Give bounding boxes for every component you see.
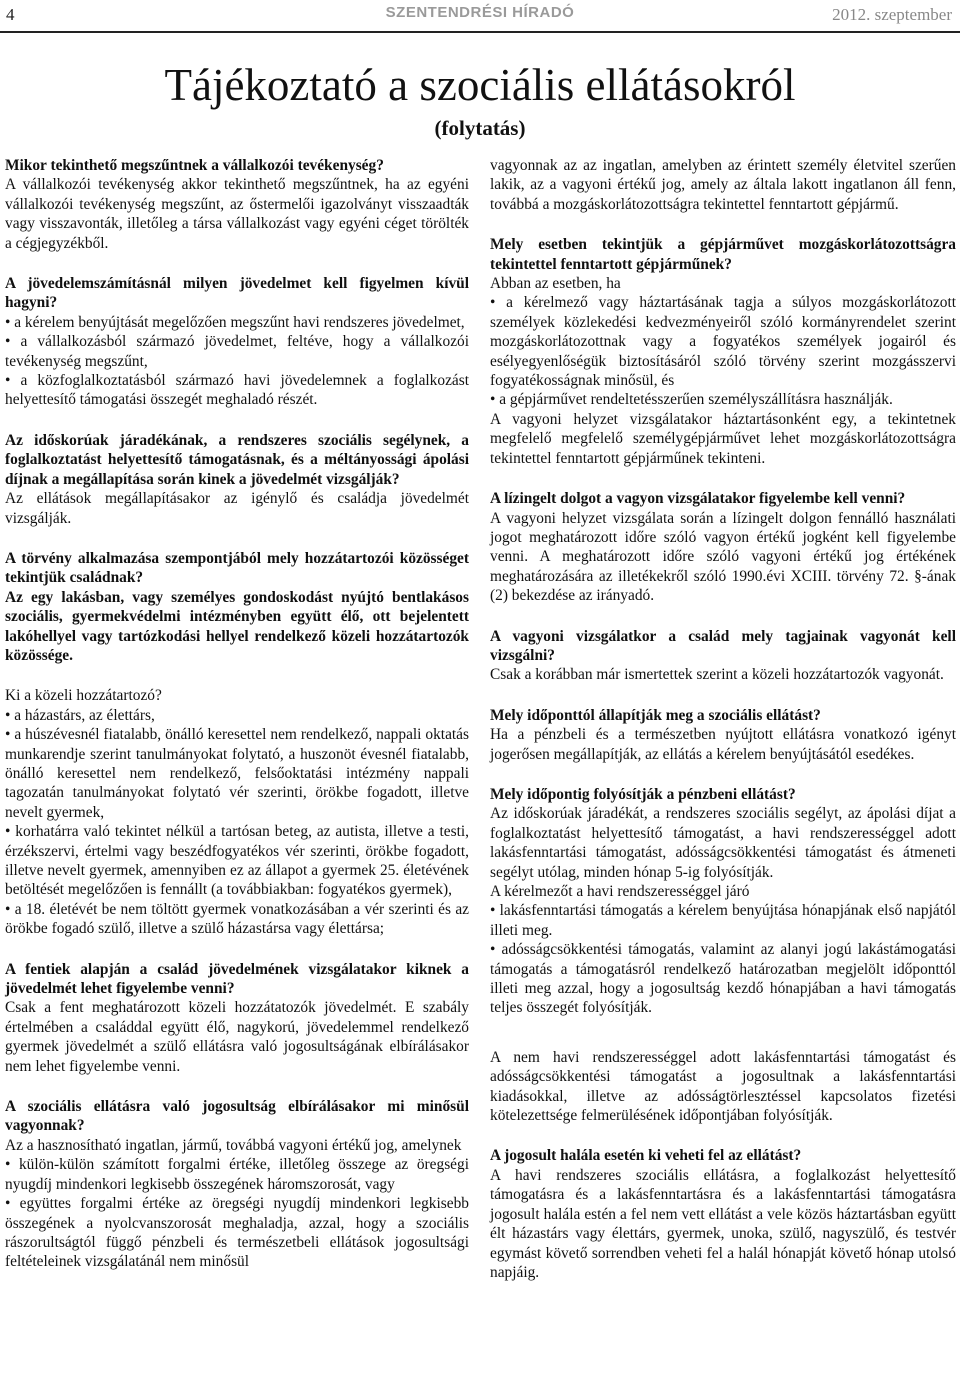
body-paragraph: • a 18. életévét be nem töltött gyermek vonatkozásában a vér szerinti és az örökbe fogadó szülő, illetve a szülő házastársa vagy élettársa; — [5, 900, 469, 938]
body-paragraph: • a kérelmező vagy háztartásának tagja a súlyos mozgáskorlátozott személyek közlekedési kedvezményeiről szóló kormányrendelet szerint mozgáskorlátozottnak vagy a fogyatékos személyek jogairól és esélyegyenlőségük biztosításáról szóló törvény szerint mozgásszervi fogyatékosságnak minősül, és — [490, 294, 956, 390]
masthead: SZENTENDRÉSI HÍRADÓ — [385, 4, 575, 21]
body-paragraph: A nem havi rendszerességgel adott lakásfenntartási támogatást és adósságcsökkentési támogatást a jogosultnak a lakásfenntartási kiadásokkal, illetve az adósságtörlesztéssel kapcsolatos fizetési kötelezettsége felmerülésének időpontjában folyósítják. — [490, 1048, 956, 1125]
page-number: 4 — [6, 5, 15, 24]
body-paragraph: Az ellátások megállapításakor az igénylő és családja jövedelmét vizsgálják. — [5, 490, 469, 527]
body-paragraph: • a húszévesnél fiatalabb, önálló keresettel nem rendelkező, nappali oktatás munkarendje szerint tanulmányokat folytató, a huszonöt évesnél fiatalabb, önálló keresettel nem rendelkező, felsőoktatási intézmény nappali tagozatán tanulmányokat folytató vér szerinti, örökbe fogadott, illetve nevelt gyermek, — [5, 726, 469, 821]
body-paragraph: A vállalkozói tevékenység akkor tekinthető megszűntnek, ha az egyéni vállalkozói tevékenység megszűnt, az őstermelői igazolványt visszaadták vagy visszavonták, illetőleg a társa vállalkozást vagy egyéni céget törölték a cégjegyzékből. — [5, 176, 469, 252]
body-paragraph: • a közfoglalkoztatásból származó havi jövedelemnek a foglalkozást helyettesítő támogatási összegét meghaladó részét. — [5, 372, 469, 409]
body-paragraph: A vagyoni helyzet vizsgálata során a lízingelt dolgon fennálló használati jogot meghatározott időre szóló vagyon értékű jogként kell figyelembe venni. A meghatározott időre szóló vagyoni értékű jog értékének meghatározására az illetékekről szóló 1990.évi XCIII. törvény 72. §-ának (2) bekezdése az irányadó. — [490, 509, 956, 605]
body-paragraph: A vagyoni helyzet vizsgálatakor háztartásonként egy, a tekintetnek megfelelő megfelelő személygépjárművet lehet mozgáskorlátozottságra tekintettel fenntartott gépjárműnek tekinteni. — [490, 410, 956, 467]
body-paragraph: Ha a pénzbeli és a természetben nyújtott ellátásra vonatkozó igényt jogerősen megállapítják, az ellátás a kérelem benyújtásától esedékes. — [490, 726, 956, 763]
question-heading: Az időskorúak járadékának, a rendszeres szociális segélynek, a foglalkoztatást helyettesítő támogatásnak, és a méltányossági ápolási díjnak a megállapítása során kinek a jövedelmét vizsgálják? — [5, 431, 469, 488]
body-paragraph: • a gépjárművet rendeltetésszerűen személyszállításra használják. — [490, 391, 893, 409]
body-paragraph: • külön-külön számított forgalmi értéke, illetőleg összege az öregségi nyugdíj mindenkori legkisebb összegének háromszorosát, vagy — [5, 1156, 469, 1193]
body-paragraph: • lakásfenntartási támogatás a kérelem benyújtása hónapjának első napjától illeti meg. — [490, 902, 956, 939]
issue-date: 2012. szeptember — [832, 5, 952, 24]
question-heading: A jogosult halála esetén ki veheti fel az ellátást? — [490, 1147, 802, 1165]
header-rule — [0, 31, 960, 33]
question-heading: Az egy lakásban, vagy személyes gondoskodást nyújtó bentlakásos szociális, gyermekvédelmi intézményben együtt élő, ott bejelentett lakóhellyel vagy tartózkodási hellyel rendelkező közeli hozzátartozók közössége. — [5, 588, 469, 664]
article-subtitle: (folytatás) — [434, 116, 526, 140]
body-paragraph: Csak a fent meghatározott közeli hozzátatozók jövedelmét. E szabály értelmében a családdal együtt élő, nagykorú, jövedelemmel rendelkező gyermek jövedelmét a szülő ellátásra való jogosultságának elbírálásakor nem lehet figyelembe venni. — [5, 999, 469, 1075]
question-heading: A fentiek alapján a család jövedelmének vizsgálatakor kiknek a jövedelmét lehet figyelembe venni? — [5, 960, 469, 998]
body-paragraph: • a házastárs, az élettárs, — [5, 706, 155, 724]
question-heading: A jövedelemszámításnál milyen jövedelmet kell figyelmen kívül hagyni? — [5, 275, 469, 312]
body-paragraph: vagyonnak az az ingatlan, amelyben az érintett személy életvitel szerűen lakik, az a vagyoni értékű jog, amely az általa lakott ingatlanon áll fenn, továbbá a mozgáskorlátozottságra tekintettel fenntartott gépjármű. — [490, 157, 956, 213]
body-paragraph: A kérelmezőt a havi rendszerességgel járó — [490, 883, 750, 900]
question-heading: A szociális ellátásra való jogosultság elbírálásakor mi minősül vagyonnak? — [5, 1098, 469, 1135]
question-heading: A vagyoni vizsgálatkor a család mely tagjainak vagyonát kell vizsgálni? — [490, 627, 956, 664]
body-paragraph: • a kérelem benyújtását megelőzően megszűnt havi rendszeres jövedelmet, — [5, 313, 465, 331]
left-column — [5, 156, 469, 1272]
question-heading: Mely esetben tekintjük a gépjárművet mozgáskorlátozottságra tekintettel fenntartott gépjárműnek? — [490, 236, 956, 273]
body-paragraph: • együttes forgalmi értéke az öregségi nyugdíj mindenkori legkisebb összegének a nyolcvanszorosát meghaladja, azzal, hogy a szociális rászorultságtól függő pénzbeli és természetbeli ellátások jogosultsági feltételeinek vizsgálatánál nem minősül — [5, 1195, 469, 1271]
body-paragraph: Csak a korábban már ismertettek szerint a közeli hozzátartozók vagyonát. — [490, 666, 944, 684]
body-paragraph: Ki a közeli hozzátartozó? — [5, 687, 162, 705]
body-paragraph: • korhatárra való tekintet nélkül a tartósan beteg, az autista, illetve a testi, érzékszervi, értelmi vagy beszédfogyatékos vér szerinti, örökbe fogadott, illetve nevelt gyermek, amennyiben ez az állapot a gyermek 25. életévének betöltését megelőzően is fennállt (a továbbiakban: fogyatékos gyermek), — [5, 823, 469, 899]
page-header — [0, 0, 960, 34]
question-heading: Mely időponttól állapítják meg a szociális ellátást? — [490, 706, 821, 724]
question-heading: A törvény alkalmazása szempontjából mely hozzátartozói közösséget tekintjük családnak? — [5, 549, 469, 587]
right-column — [490, 156, 956, 1282]
question-heading: Mikor tekinthető megszűntnek a vállalkozói tevékenység? — [5, 157, 384, 174]
body-paragraph: • a vállalkozásból származó jövedelmet, feltéve, hogy a vállalkozói tevékenység megszűnt, — [5, 333, 469, 370]
question-heading: A lízingelt dolgot a vagyon vizsgálatakor figyelembe kell venni? — [490, 490, 906, 508]
body-paragraph: Az a hasznosítható ingatlan, jármű, továbbá vagyoni értékű jog, amelynek — [5, 1136, 462, 1154]
article-title: Tájékoztató a szociális ellátásokról — [164, 60, 796, 110]
body-paragraph: Abban az esetben, ha — [490, 275, 621, 293]
body-paragraph: • adósságcsökkentési támogatás, valamint az alanyi jogú lakástámogatási támogatás a támogatásról rendelkező határozatban megjelölt időponttól illeti meg azzal, hogy a jogosultság kezdő hónapjában a havi támogatás teljes összegét folyósítják. — [490, 941, 956, 1017]
question-heading: Mely időpontig folyósítják a pénzbeni ellátást? — [490, 785, 796, 803]
body-paragraph: Az időskorúak járadékát, a rendszeres szociális segélyt, az ápolási díjat a foglalkoztatást helyettesítő támogatást, a havi rendszerességgel adott lakásfenntartási támogatást, adósságcsökkentési támogatást és átmeneti segélyt utólag, minden hónap 5-ig folyósítják. — [490, 805, 956, 881]
body-paragraph: A havi rendszeres szociális ellátásra, a foglalkozást helyettesítő támogatásra és a lakásfenntartásra és a lakásfenntartási támogatásra jogosult halála estén a fel nem vett ellátást a vele közös háztartásban együtt élt házastárs vagy élettárs, gyermek, unoka, szülő, nagyszülő, és testvér egymást követő sorrendben veheti fel a halál hónapját követő hónap utolsó napjáig. — [490, 1166, 956, 1281]
